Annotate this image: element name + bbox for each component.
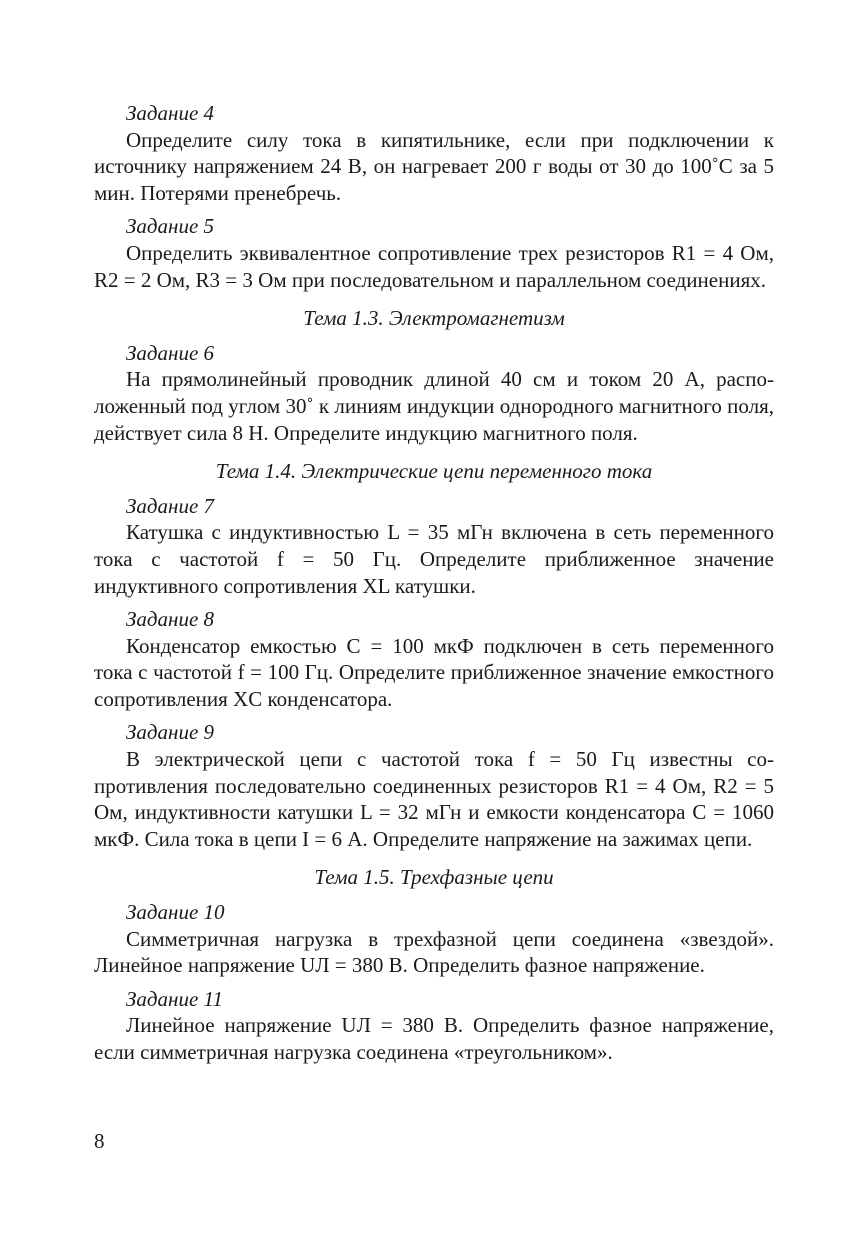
task-text: Симметричная нагрузка в трехфазной цепи соединена «звездой». Линейное напряжение UЛ = 380 В. Определить фазное напряжение. [94, 926, 774, 978]
topic-heading: Тема 1.5. Трехфазные цепи [314, 865, 554, 890]
topic-heading: Тема 1.4. Электрические цепи переменного тока [215, 459, 653, 484]
task-title: Задание 7 [126, 493, 215, 518]
task-text: Линейное напряжение UЛ = 380 В. Определить фазное напряжение, если симметричная нагрузка соединена «треугольником». [94, 1013, 774, 1064]
task-text: На прямолинейный проводник длиной 40 см и током 20 А, расположенный под углом 30˚ к линиям индукции однородного магнитного поля, действует сила 8 Н. Определите индукцию магнитного поля. [94, 367, 774, 445]
task-text: Конденсатор емкостью C = 100 мкФ подключен в сеть переменного тока с частотой f = 100 Гц. Определите приближенное значение емкостного сопротивления XС конденсатора. [94, 633, 774, 711]
task-title: Задание 10 [126, 900, 225, 925]
task-text: Определить эквивалентное сопротивление трех резисторов R1 = 4 Ом, R2 = 2 Ом, R3 = 3 Ом при последовательном и параллельном соединениях. [94, 240, 774, 292]
task-text: Определите силу тока в кипятильнике, если при подключении к источнику напряжением 24 В, он нагревает 200 г воды от 30 до 100˚С за 5 мин. Потерями пренебречь. [94, 127, 774, 205]
task-text: Катушка с индуктивностью L = 35 мГн включена в сеть переменного тока с частотой f = 50 Гц. Определите приближенное значение индуктивного сопротивления XL катушки. [94, 520, 774, 598]
task-title: Задание 8 [126, 607, 215, 632]
task-title: Задание 9 [126, 720, 215, 745]
page-number: 8 [94, 1129, 105, 1153]
task-title: Задание 4 [126, 101, 215, 125]
task-text: В электрической цепи с частотой тока f = 50 Гц известны сопротивления последовательно соединенных резисторов R1 = 4 Ом, R2 = 5 Ом, индуктивности катушки L = 32 мГн и емкости конденсатора C = 1060 мкФ. Сила тока в цепи I = 6 А. Определите напряжение на зажимах цепи. [94, 747, 774, 851]
task-title: Задание 6 [126, 340, 215, 365]
page-content [94, 100, 774, 1066]
task-title: Задание 11 [126, 986, 223, 1011]
task-title: Задание 5 [126, 214, 215, 239]
topic-heading: Тема 1.3. Электромагнетизм [303, 306, 565, 331]
